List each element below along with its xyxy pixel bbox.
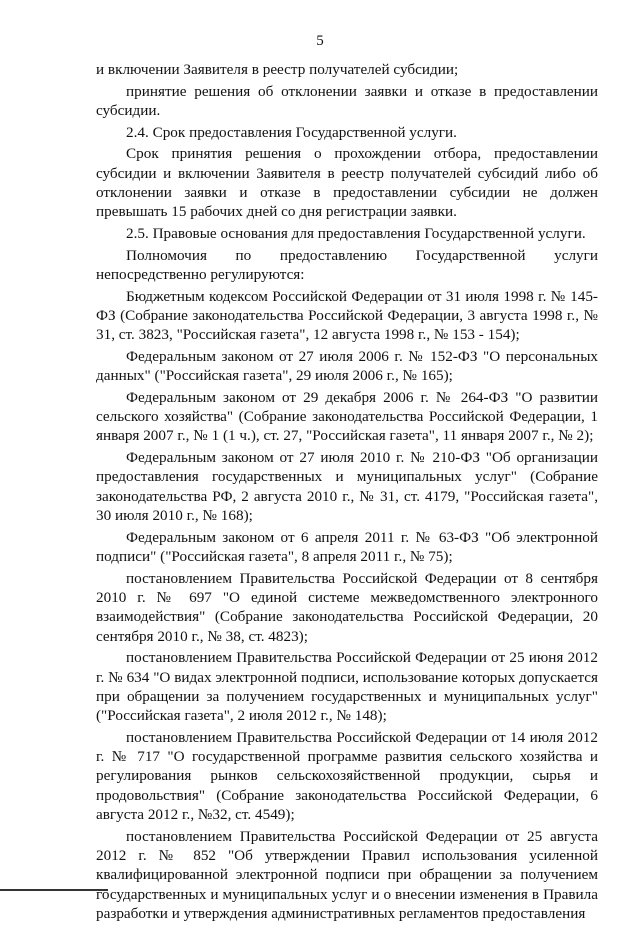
paragraph: Срок принятия решения о прохождении отбора, предоставлении субсидии и включении Заявителя в реестр получателей субсидий либо об отклонении заявки и отказе в предоставлении субсидии не должен превышать 15 рабочих дней со дня регистрации заявки. (96, 145, 598, 221)
legal-reference-item: постановлением Правительства Российской Федерации от 14 июля 2012 г. № 717 "О государственной программе развития сельского хозяйства и регулирования рынков сельскохозяйственной продукции, сырья и продовольствия" (Собрание законодательства Российской Федерации, 6 августа 2012 г., №32, ст. 4549); (96, 728, 598, 824)
legal-reference-item: постановлением Правительства Российской Федерации от 25 июня 2012 г. № 634 "О видах электронной подписи, использование которых допускается при обращении за получением государственных и муниципальных услуг" ("Российская газета", 2 июля 2012 г., № 148); (96, 649, 598, 725)
legal-reference-item: Федеральным законом от 27 июля 2010 г. № 210-ФЗ "Об организации предоставления государственных и муниципальных услуг" (Собрание законодательства РФ, 2 августа 2010 г., № 31, ст. 4179, "Российская газета", 30 июля 2010 г., № 168); (96, 449, 598, 525)
legal-reference-item: постановлением Правительства Российской Федерации от 8 сентября 2010 г. № 697 "О единой системе межведомственного электронного взаимодействия" (Собрание законодательства Российской Федерации, 20 сентября 2010 г., № 38, ст. 4823); (96, 569, 598, 645)
paragraph: принятие решения об отклонении заявки и отказе в предоставлении субсидии. (96, 82, 598, 119)
legal-reference-item: Федеральным законом от 29 декабря 2006 г. № 264-ФЗ "О развитии сельского хозяйства" (Собрание законодательства Российской Федерации, 1 января 2007 г., № 1 (1 ч.), ст. 27, "Российская газета", 11 января 2007 г., № 2); (96, 388, 598, 445)
paragraph: и включении Заявителя в реестр получателей субсидии; (96, 61, 459, 78)
section-heading-2-5: 2.5. Правовые основания для предоставления Государственной услуги. (126, 224, 586, 242)
legal-reference-item: Федеральным законом от 27 июля 2006 г. № 152-ФЗ "О персональных данных" ("Российская газета", 29 июля 2006 г., № 165); (96, 347, 598, 385)
legal-reference-item: постановлением Правительства Российской Федерации от 25 августа 2012 г. № 852 "Об утверждении Правил использования усиленной квалифицированной электронной подписи при обращении за получением государственных и муниципальных услуг и о внесении изменения в Правила разработки и утверждения административных регламентов предоставления (96, 827, 598, 922)
document-body (96, 60, 598, 926)
footer-rule (0, 889, 108, 891)
page-number: 5 (316, 33, 324, 49)
legal-reference-item: Бюджетным кодексом Российской Федерации от 31 июля 1998 г. № 145-ФЗ (Собрание законодательства Российской Федерации, 3 августа 1998 г., № 31, ст. 3823, "Российская газета", 12 августа 1998 г., № 153 - 154); (96, 287, 598, 344)
section-heading-2-4: 2.4. Срок предоставления Государственной услуги. (126, 123, 457, 141)
legal-reference-item: Федеральным законом от 6 апреля 2011 г. № 63-ФЗ "Об электронной подписи" ("Российская газета", 8 апреля 2011 г., № 75); (96, 528, 598, 566)
paragraph: Полномочия по предоставлению Государственной услуги непосредственно регулируются: (96, 246, 598, 283)
